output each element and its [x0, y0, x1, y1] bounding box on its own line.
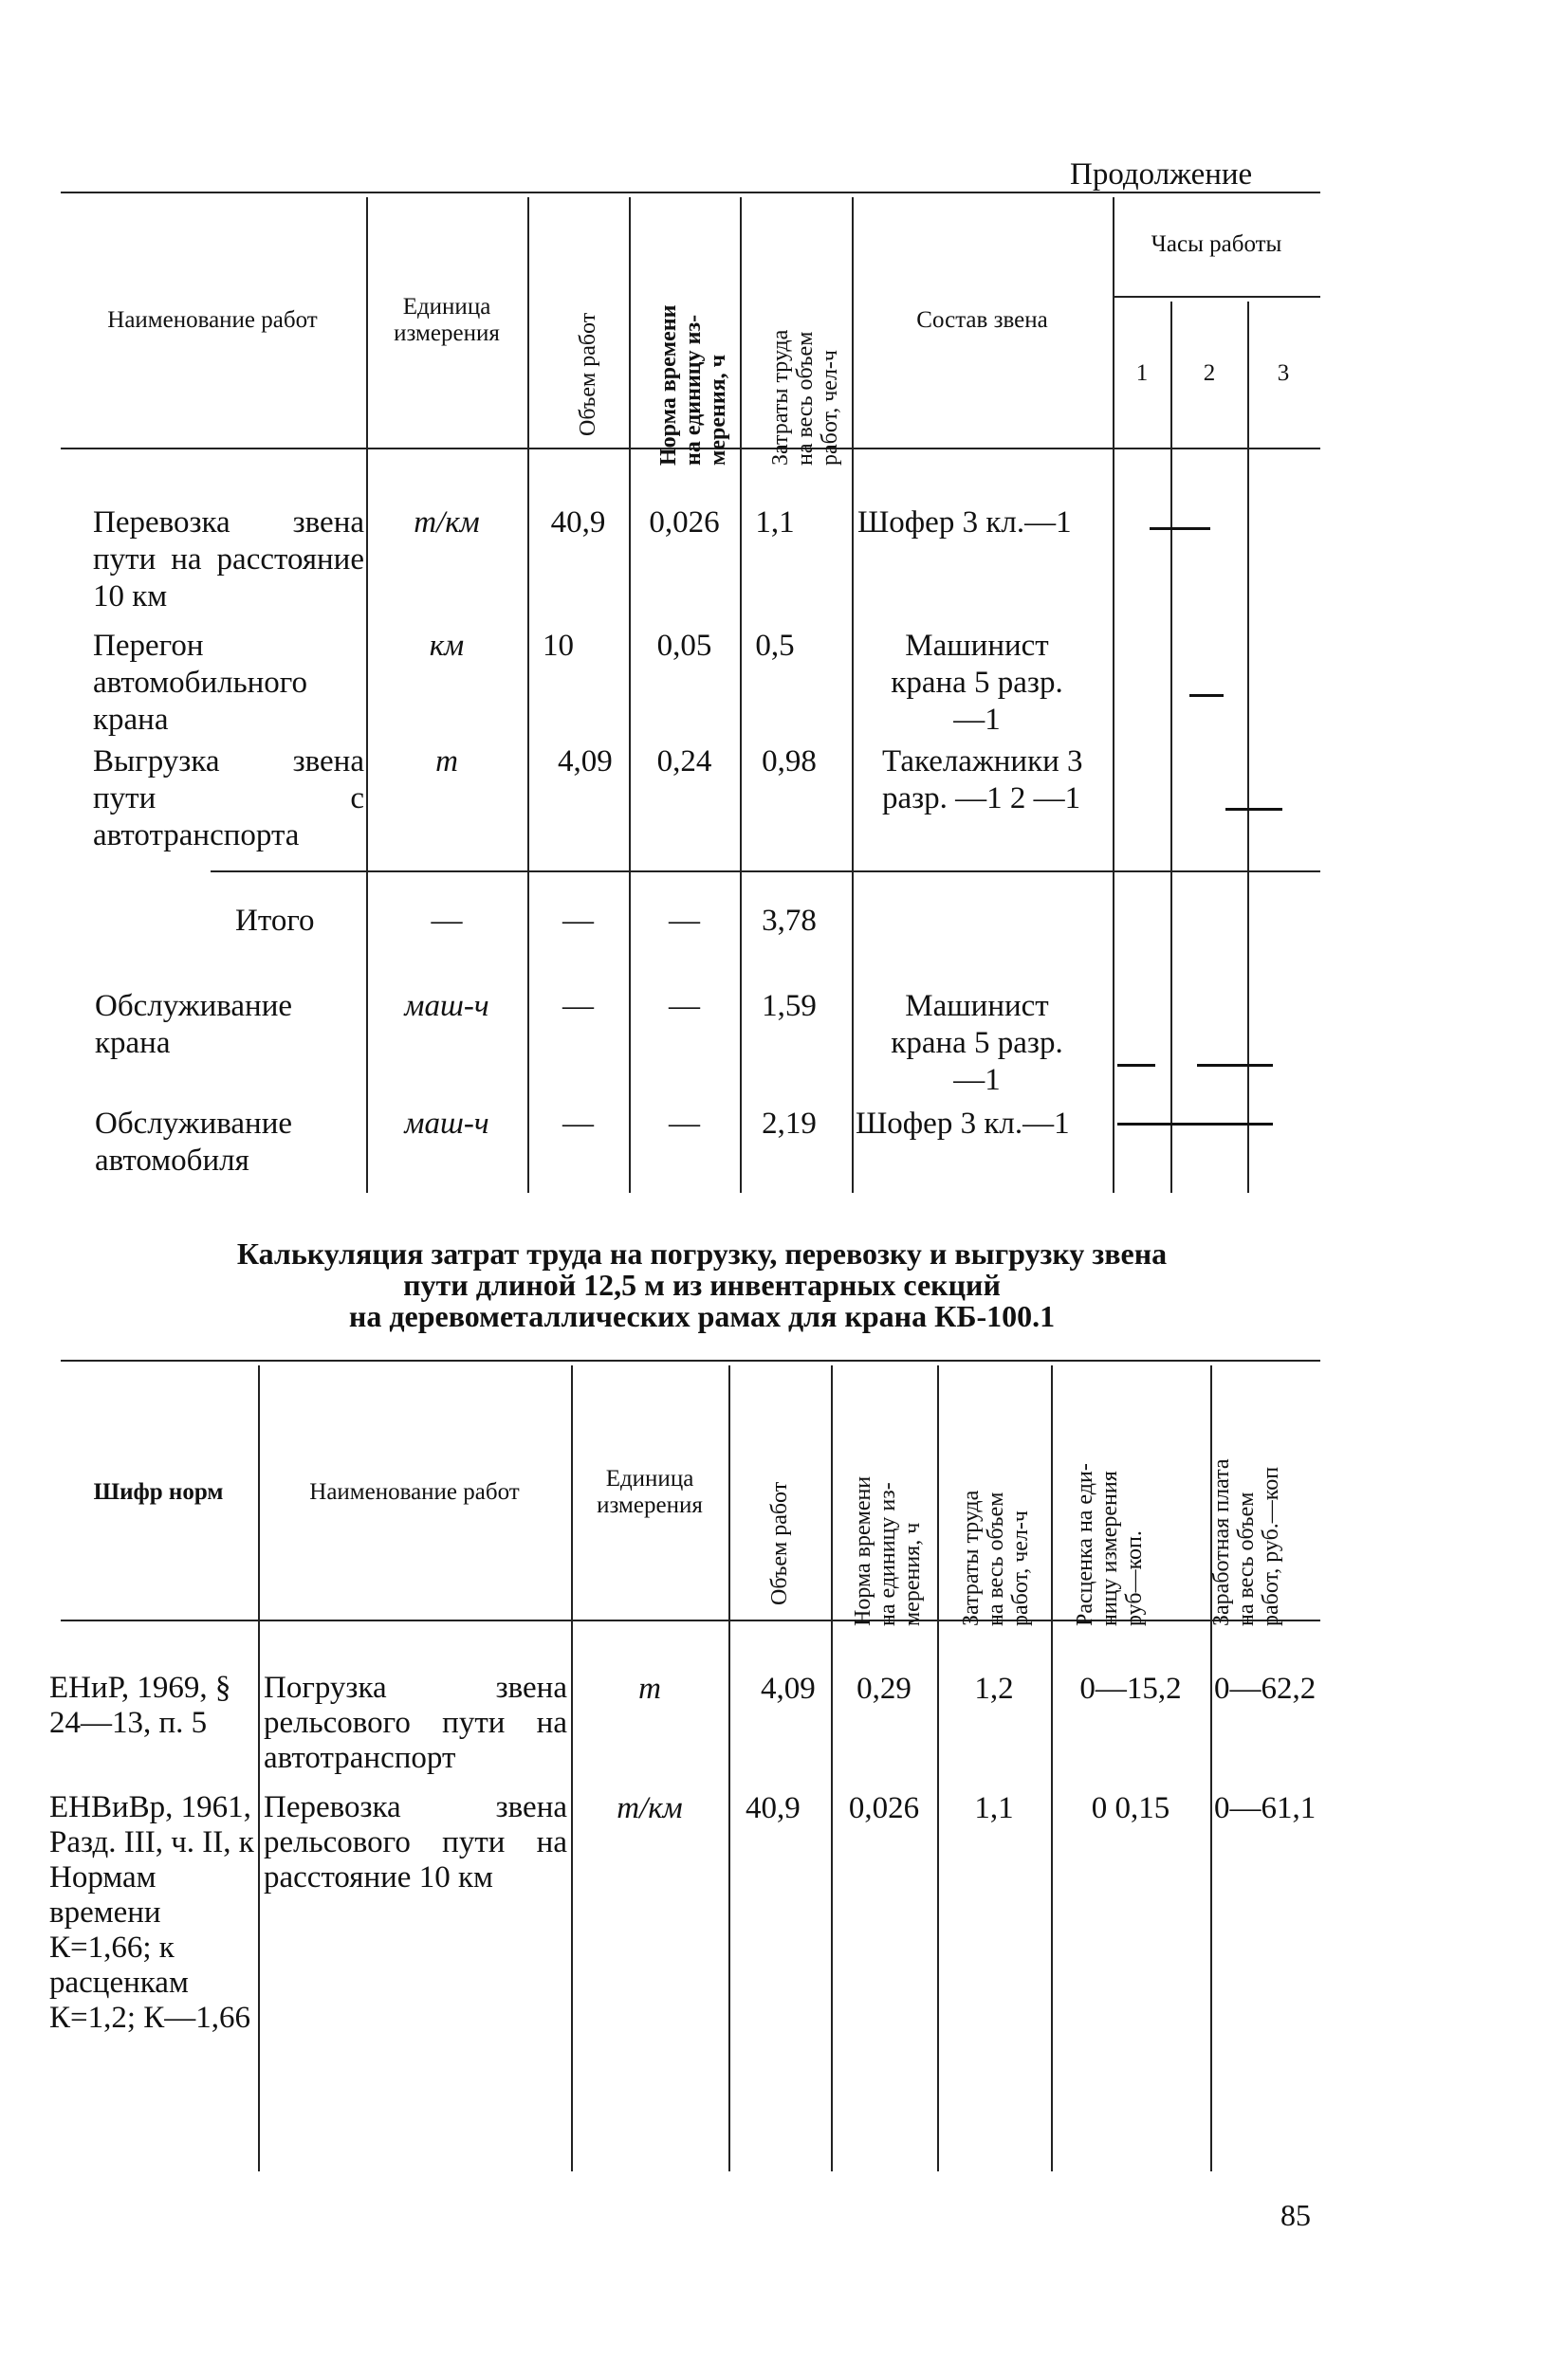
row-labor: 1,2	[974, 1672, 1014, 1706]
row-labor: 1,1	[755, 505, 795, 540]
row-unit: т/км	[414, 505, 480, 540]
col-divider	[740, 197, 742, 1193]
row-wage: 0—62,2	[1214, 1672, 1317, 1706]
col-divider	[1051, 1365, 1053, 2171]
table-top-rule	[61, 192, 1320, 193]
row-name: Перегон автомобильного крана	[93, 629, 307, 737]
row-unit: т	[638, 1672, 661, 1706]
hours-header-rule	[1113, 296, 1320, 298]
header-name: Наименование работ	[107, 307, 318, 333]
service-labor: 1,59	[762, 989, 817, 1023]
header-labor: Затраты труда на весь объем работ, чел-ч	[959, 1490, 1033, 1626]
total-norm: —	[669, 904, 700, 938]
page-number: 85	[1280, 2198, 1311, 2232]
row-name: Погрузка звена рельсового пути на автотранспорт	[264, 1671, 567, 1775]
header-volume: Объем работ	[576, 312, 600, 436]
row-norm: 0,026	[848, 1791, 920, 1825]
row-unit: т/км	[617, 1791, 683, 1825]
row-wage: 0—61,1	[1214, 1791, 1317, 1825]
total-volume: —	[562, 904, 594, 938]
hours-bar	[1225, 808, 1282, 811]
hours-bar	[1189, 694, 1224, 697]
section-title: Калькуляция затрат труда на погрузку, перевозку и выгрузку звена пути длиной 12,5 м из инвентарных секций на деревометаллических рамах для крана КБ-100.1	[236, 1236, 1168, 1333]
col-divider	[629, 197, 631, 1193]
service-volume: —	[562, 989, 594, 1023]
service-unit: маш-ч	[404, 989, 489, 1023]
total-unit: —	[431, 904, 463, 938]
header-volume: Объем работ	[767, 1481, 792, 1605]
service-crew: Шофер 3 кл.—1	[856, 1107, 1070, 1141]
row-unit: т	[435, 744, 458, 778]
service-labor: 2,19	[762, 1107, 817, 1141]
hour-col-1: 1	[1135, 360, 1149, 386]
continuation-label: Продолжение	[1070, 157, 1253, 192]
header-labor: Затраты труда на весь объем работ, чел-ч	[768, 329, 842, 466]
row-name: Перевозка звена рельсового пути на расстояние 10 км	[264, 1790, 567, 1895]
col-divider	[527, 197, 529, 1193]
hours-bar	[1117, 1064, 1155, 1067]
row-rate: 0 0,15	[1091, 1791, 1170, 1825]
hour-col-divider	[1170, 302, 1172, 1193]
header-norm: Норма времени на единицу из- мерения, ч	[656, 304, 730, 466]
total-label: Итого	[235, 904, 315, 938]
header-wage: Заработная плата на весь объем работ, руб.—коп	[1209, 1458, 1283, 1626]
row-labor: 1,1	[974, 1791, 1014, 1825]
header-crew: Состав звена	[916, 307, 1048, 333]
row-name: Выгрузка звена пути с автотранспорта	[93, 744, 364, 852]
service-name: Обслуживание автомобиля	[95, 1107, 293, 1178]
row-crew: Машинист крана 5 разр. —1	[891, 629, 1063, 737]
hour-col-3: 3	[1277, 360, 1290, 386]
header-hours: Часы работы	[1151, 231, 1282, 257]
hour-col-2: 2	[1203, 360, 1216, 386]
row-norm: 0,24	[656, 744, 712, 778]
header-unit: Единица измерения	[597, 1466, 703, 1518]
col-divider	[728, 1365, 730, 2171]
row-code: ЕНиР, 1969, § 24—13, п. 5	[49, 1671, 231, 1740]
row-crew: Шофер 3 кл.—1	[857, 505, 1072, 540]
service-unit: маш-ч	[404, 1107, 489, 1141]
row-name: Перевозка звена пути на расстояние 10 км	[93, 505, 364, 613]
total-labor: 3,78	[762, 904, 817, 938]
row-unit: км	[429, 629, 465, 663]
service-norm: —	[669, 1107, 700, 1141]
row-volume: 10	[543, 629, 574, 663]
header-name: Наименование работ	[309, 1479, 520, 1505]
row-volume: 4,09	[558, 744, 613, 778]
service-name: Обслуживание крана	[95, 989, 293, 1060]
row-norm: 0,29	[856, 1672, 912, 1706]
hour-col-divider	[1247, 302, 1249, 1193]
table-top-rule	[61, 1360, 1320, 1362]
row-volume: 4,09	[761, 1672, 816, 1706]
row-code: ЕНВиВр, 1961, Разд. III, ч. II, к Нормам времени К=1,66; к расценкам К=1,2; К—1,66	[49, 1790, 254, 2035]
hours-bar	[1197, 1064, 1273, 1067]
row-labor: 0,98	[762, 744, 817, 778]
service-norm: —	[669, 989, 700, 1023]
col-divider	[937, 1365, 939, 2171]
col-divider	[1113, 197, 1114, 1193]
header-norm: Норма времени на единицу из- мерения, ч	[851, 1475, 925, 1626]
row-volume: 40,9	[746, 1791, 801, 1825]
hours-bar	[1150, 527, 1210, 530]
row-volume: 40,9	[550, 505, 606, 540]
col-divider	[852, 197, 854, 1193]
row-norm: 0,05	[656, 629, 712, 663]
hours-bar	[1117, 1123, 1273, 1126]
col-divider	[831, 1365, 833, 2171]
service-volume: —	[562, 1107, 594, 1141]
total-top-rule	[211, 870, 1320, 872]
row-rate: 0—15,2	[1079, 1672, 1182, 1706]
row-crew: Такелажники 3 разр. —1 2 —1	[882, 744, 1083, 815]
service-crew: Машинист крана 5 разр. —1	[891, 989, 1063, 1097]
header-unit: Единица измерения	[394, 294, 500, 346]
header-rate: Расценка на еди- ницу измерения руб—коп.	[1073, 1463, 1147, 1626]
header-code: Шифр норм	[93, 1479, 224, 1505]
row-labor: 0,5	[755, 629, 795, 663]
row-norm: 0,026	[649, 505, 720, 540]
